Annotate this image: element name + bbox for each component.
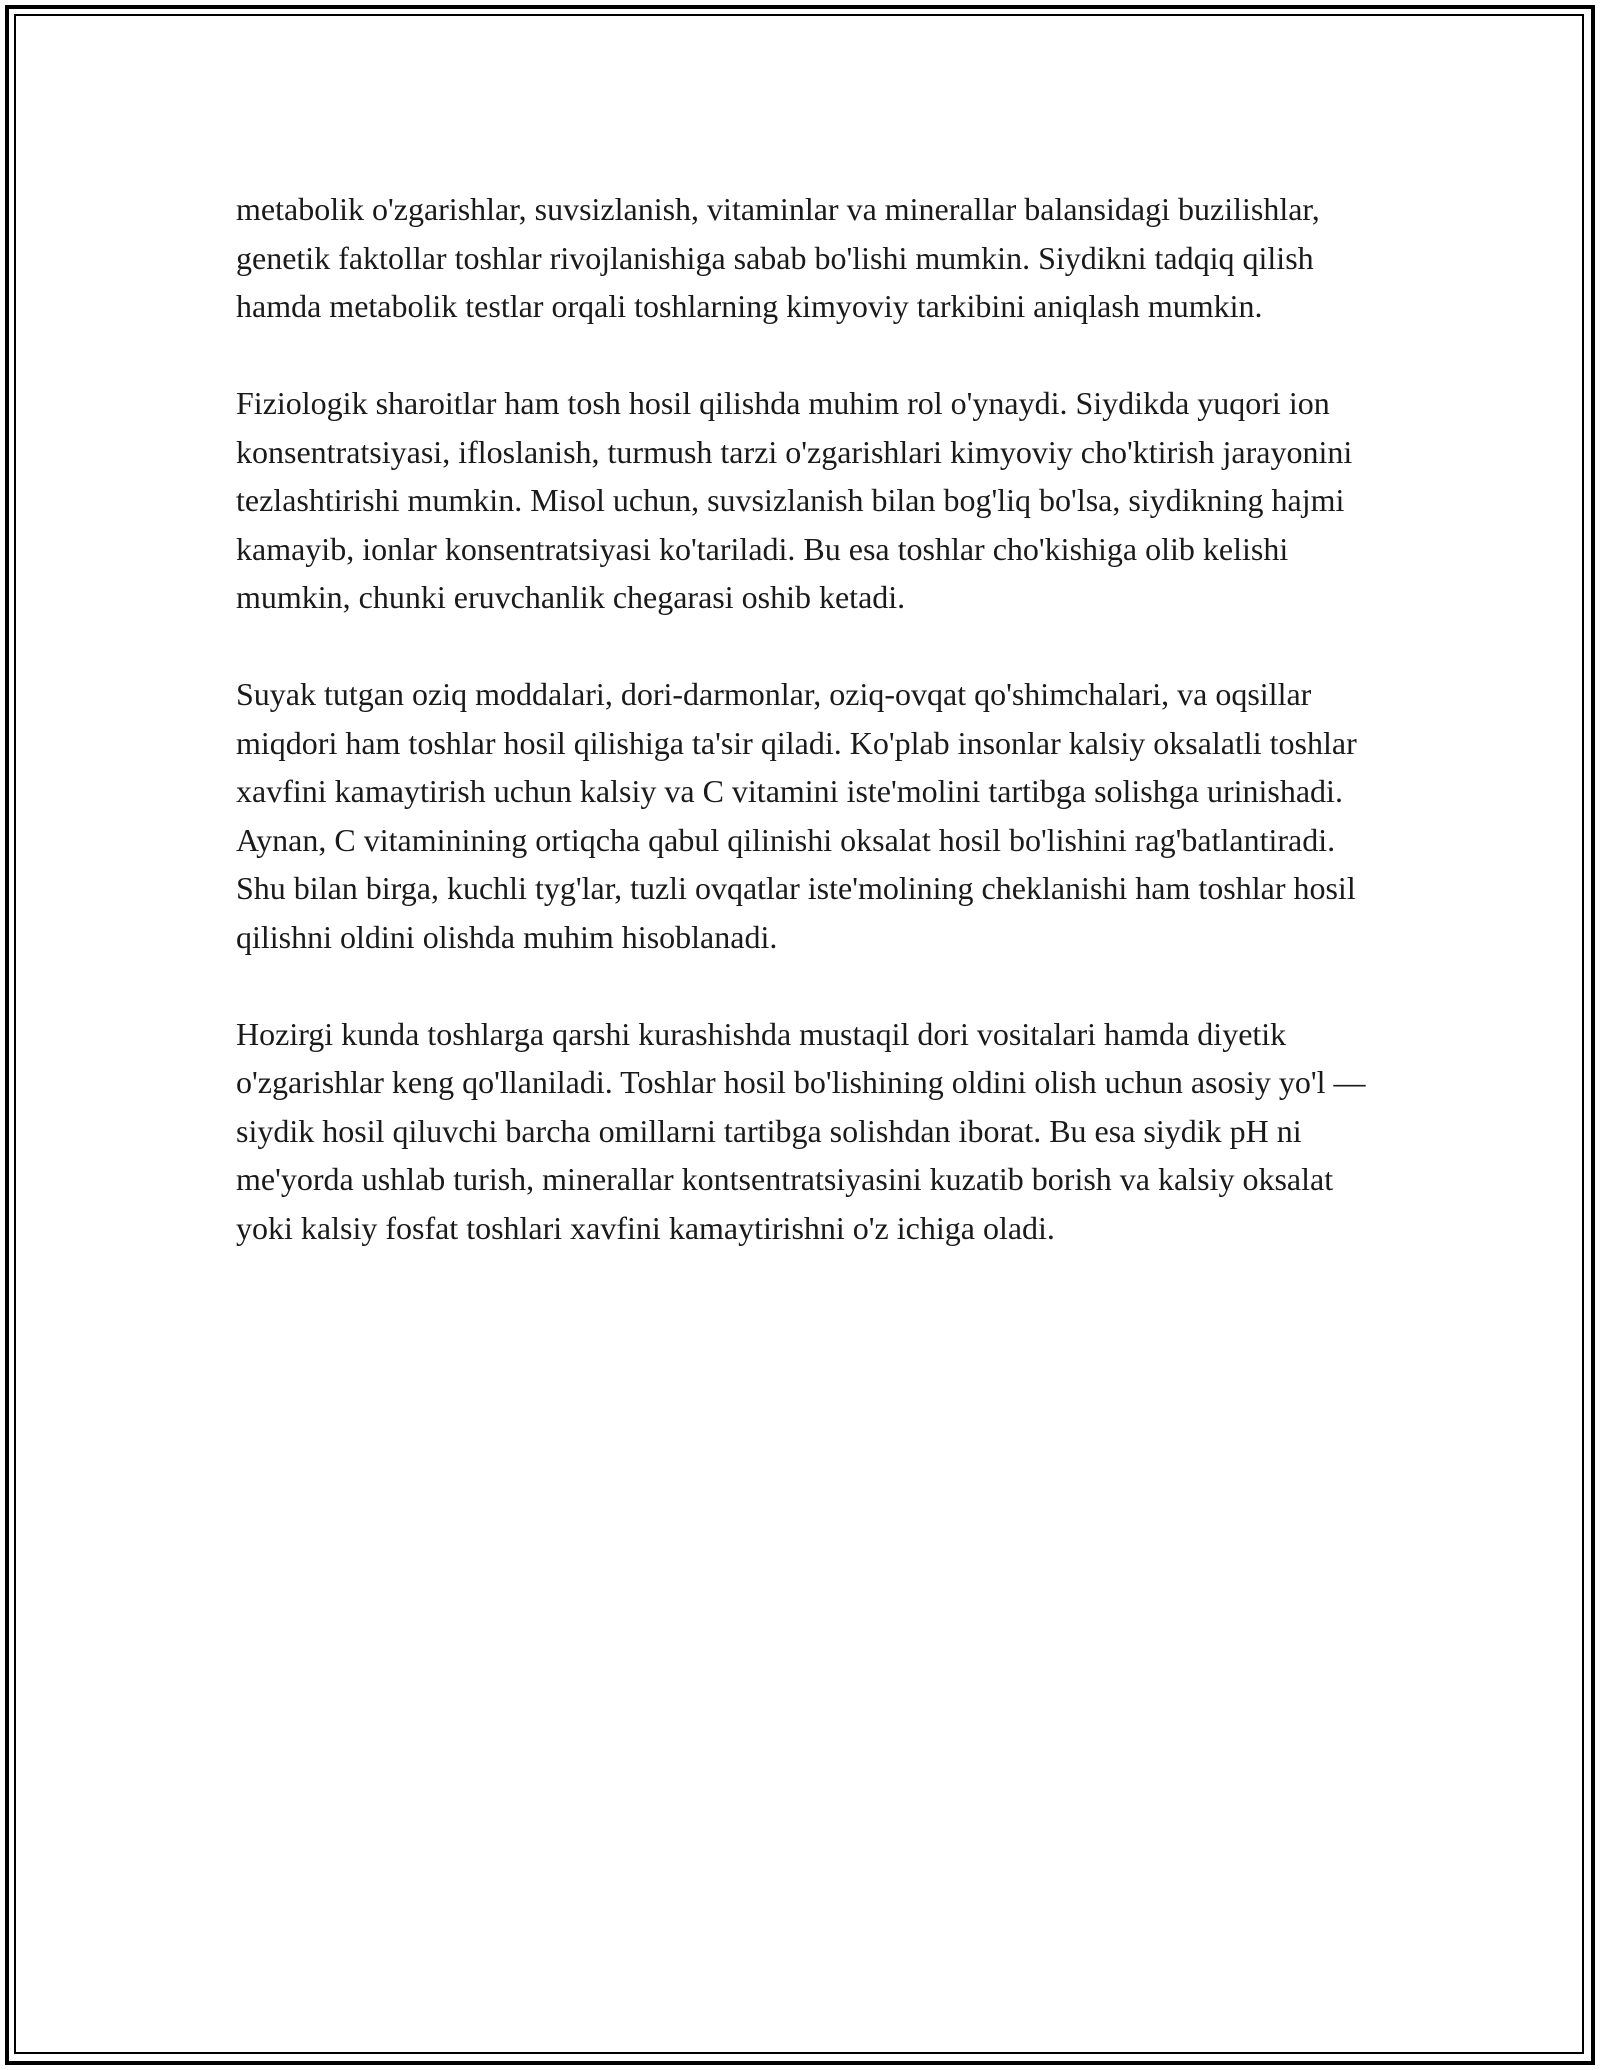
document-body <box>236 185 1366 1301</box>
paragraph-4: Hozirgi kunda toshlarga qarshi kurashishda mustaqil dori vositalari hamda diyetik o'zgarishlar keng qo'llaniladi. Toshlar hosil bo'lishining oldini olish uchun asosiy yo'l — siydik hosil qiluvchi barcha omillarni tartibga solishdan iborat. Bu esa siydik pH ni me'yorda ushlab turish, minerallar kontsentratsiyasini kuzatib borish va kalsiy oksalat yoki kalsiy fosfat toshlari xavfini kamaytirishni o'z ichiga oladi. <box>236 1015 1366 1246</box>
paragraph-2: Fiziologik sharoitlar ham tosh hosil qilishda muhim rol o'ynaydi. Siydikda yuqori ion konsentratsiyasi, ifloslanish, turmush tarzi o'zgarishlari kimyoviy cho'ktirish jarayonini tezlashtirishi mumkin. Misol uchun, suvsizlanish bilan bog'liq bo'lsa, siydikning hajmi kamayib, ionlar konsentratsiyasi ko'tariladi. Bu esa toshlar cho'kishiga olib kelishi mumkin, chunki eruvchanlik chegarasi oshib ketadi. <box>236 385 1353 615</box>
paragraph-1: metabolik o'zgarishlar, suvsizlanish, vitaminlar va minerallar balansidagi buzilishlar, genetik faktollar toshlar rivojlanishiga sabab bo'lishi mumkin. Siydikni tadqiq qilish hamda metabolik testlar orqali toshlarning kimyoviy tarkibini aniqlash mumkin. <box>236 191 1320 324</box>
paragraph-3: Suyak tutgan oziq moddalari, dori-darmonlar, oziq-ovqat qo'shimchalari, va oqsillar miqdori ham toshlar hosil qilishiga ta'sir qiladi. Ko'plab insonlar kalsiy oksalatli toshlar xavfini kamaytirish uchun kalsiy va C vitamini iste'molini tartibga solishga urinishadi. Aynan, C vitaminining ortiqcha qabul qilinishi oksalat hosil bo'lishini rag'batlantiradi. Shu bilan birga, kuchli tyg'lar, tuzli ovqatlar iste'molining cheklanishi ham toshlar hosil qilishni oldini olishda muhim hisoblanadi. <box>236 676 1357 955</box>
